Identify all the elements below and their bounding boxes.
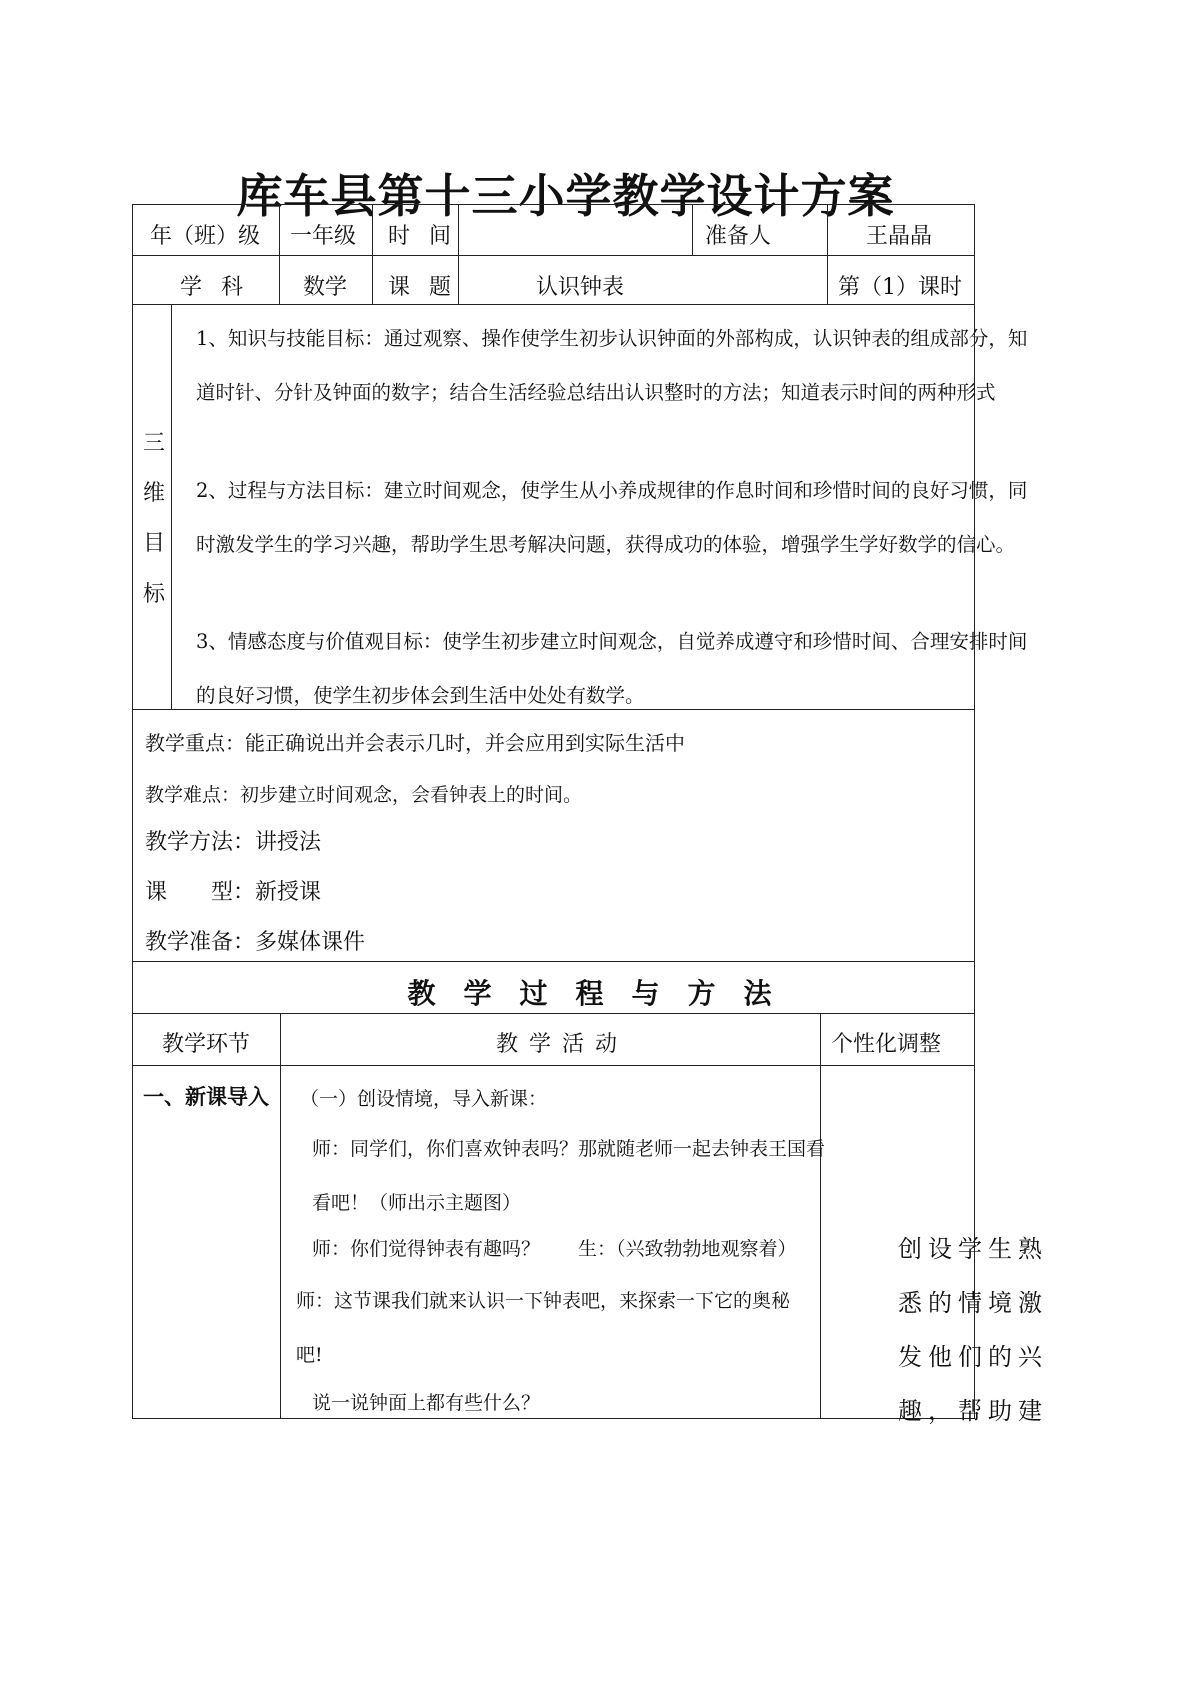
- teaching-preparation: 教学准备：多媒体课件: [145, 930, 366, 955]
- process-heading: 教学过程与方法: [407, 977, 800, 1010]
- objective-knowledge: 1、知识与技能目标：通过观察、操作使学生初步认识钟面的外部构成，认识钟表的组成部分，知道时针、分针及钟面的数字；结合生活经验总结出认识整时的方法；知道表示时间的两种形式: [196, 327, 1028, 404]
- subject-value: 数学: [303, 275, 348, 300]
- col-divider: [372, 204, 373, 304]
- document-title: 库车县第十三小学教学设计方案: [236, 169, 895, 223]
- topic-value: 认识钟表: [536, 275, 625, 300]
- row-divider: [132, 1013, 975, 1014]
- grade-label: 年（班）级: [150, 224, 261, 249]
- col-divider: [171, 304, 172, 709]
- activity-line: 师：你们觉得钟表有趣吗？ 生：（兴致勃勃地观察着）: [312, 1238, 797, 1260]
- row-divider: [132, 255, 975, 256]
- row-divider: [132, 304, 975, 305]
- objective-process: 2、过程与方法目标：建立时间观念，使学生从小养成规律的作息时间和珍惜时间的良好习惯，同时激发学生的学习兴趣，帮助学生思考解决问题，获得成功的体验，增强学生学好数学的信心。: [196, 479, 1028, 556]
- objectives-label-char: 目: [143, 531, 166, 556]
- objective-attitude: 3、情感态度与价值观目标：使学生初步建立时间观念，自觉养成遵守和珍惜时间、合理安排时间的良好习惯，使学生初步体会到生活中处处有数学。: [196, 630, 1028, 707]
- objectives-label-char: 标: [143, 582, 166, 607]
- objectives-label-char: 三: [143, 431, 166, 456]
- preparer-value: 王晶晶: [866, 224, 933, 249]
- time-label: 时 间: [388, 224, 457, 249]
- col-divider: [692, 204, 693, 255]
- period-value: 第（1）课时: [838, 275, 962, 300]
- subject-label: 学 科: [180, 275, 249, 300]
- adjustment-note: 创设学生熟悉的情境激发他们的兴趣，帮助建: [898, 1235, 1048, 1425]
- stage-new-lesson: 一、新课导入: [143, 1085, 269, 1109]
- row-divider: [132, 1065, 975, 1066]
- col-divider: [280, 1013, 281, 1419]
- teaching-method: 教学方法：讲授法: [145, 830, 322, 855]
- activity-line: 师：同学们，你们喜欢钟表吗？那就随老师一起去钟表王国看看吧！（师出示主题图）: [312, 1138, 826, 1214]
- objectives-label-char: 维: [143, 481, 166, 506]
- col-divider: [827, 204, 828, 304]
- preparer-label: 准备人: [705, 224, 772, 249]
- topic-label: 课 题: [388, 275, 457, 300]
- col-stage-header: 教学环节: [162, 1032, 251, 1057]
- activity-line: 师：这节课我们就来认识一下钟表吧，来探索一下它的奥秘吧!: [296, 1290, 791, 1366]
- difficulty: 教学难点：初步建立时间观念，会看钟表上的时间。: [145, 784, 583, 806]
- col-adjust-header: 个性化调整: [831, 1032, 942, 1057]
- lesson-type: 课 型：新授课: [145, 880, 322, 905]
- activity-line: （一）创设情境，导入新课：: [300, 1088, 548, 1110]
- key-point: 教学重点：能正确说出并会表示几时，并会应用到实际生活中: [145, 731, 685, 755]
- grade-value: 一年级: [290, 224, 357, 249]
- col-activity-header: 教 学 活 动: [496, 1032, 619, 1057]
- activity-line: 说一说钟面上都有些什么？: [312, 1392, 541, 1414]
- col-divider: [458, 204, 459, 304]
- col-divider: [279, 204, 280, 304]
